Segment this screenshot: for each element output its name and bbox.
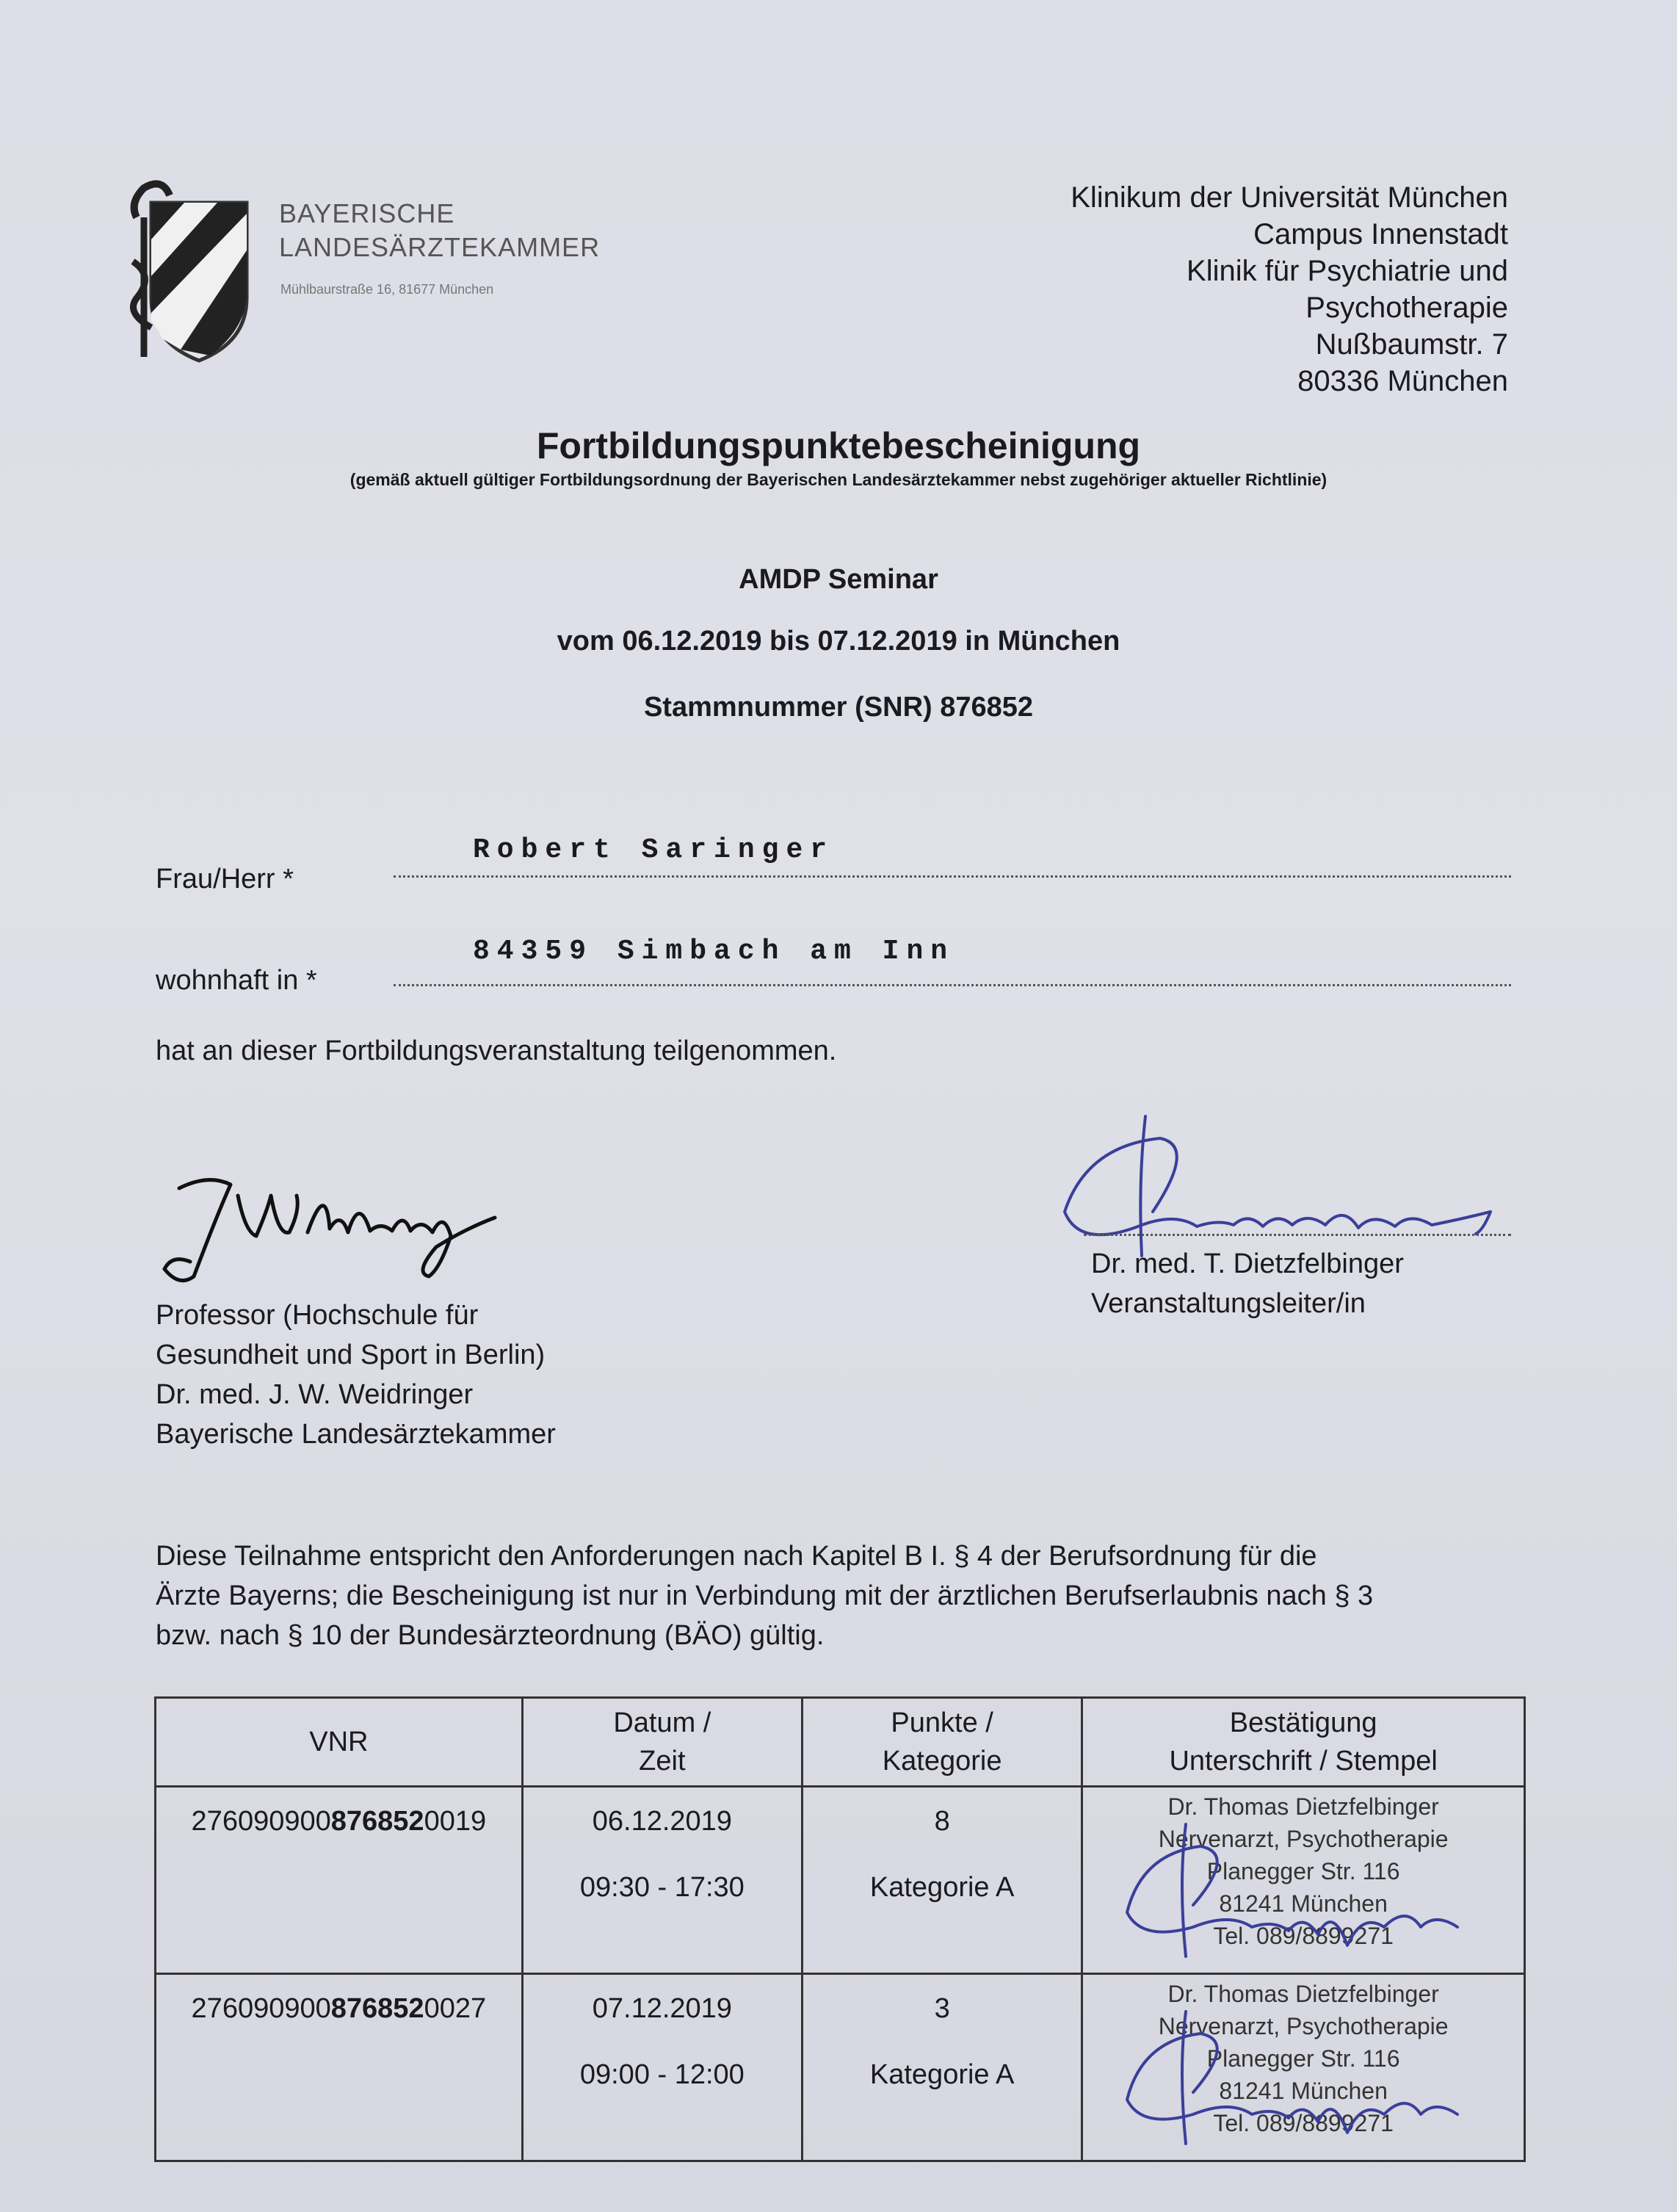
stamp-line: Nervenarzt, Psychotherapie — [1158, 2013, 1449, 2039]
stamp-signature-icon — [1112, 1817, 1494, 1964]
points-table — [154, 1696, 1526, 2162]
header-points-line: Punkte / — [891, 1707, 993, 1738]
legal-text-line: bzw. nach § 10 der Bundesärzteordnung (BÄO) gültig. — [156, 1620, 825, 1651]
points-value: 8 — [934, 1806, 950, 1837]
legal-text-line: Ärzte Bayerns; die Bescheinigung ist nur in Verbindung mit der ärztlichen Berufserlaubnis nach § 3 — [156, 1580, 1374, 1611]
logo-name-line2: LANDESÄRZTEKAMMER — [279, 232, 601, 262]
header-confirmation-line: Bestätigung — [1229, 1707, 1377, 1738]
vnr-number — [156, 1975, 521, 2028]
sender-address — [1071, 179, 1508, 400]
stamp-line: Dr. Thomas Dietzfelbinger — [1167, 1793, 1439, 1820]
points-cell — [803, 1974, 1082, 2161]
stamp-line: Tel. 089/8899271 — [1213, 2110, 1394, 2136]
vnr-cell — [156, 1974, 523, 2161]
points-value: 3 — [934, 1993, 950, 2024]
stamp-signature-icon — [1112, 2004, 1494, 2151]
logo-name-line1: BAYERISCHE — [279, 198, 455, 228]
header-vnr — [156, 1698, 523, 1787]
confirmation-cell — [1082, 1787, 1525, 1974]
sender-line: Psychotherapie — [1305, 292, 1508, 324]
signatory-left-line: Professor (Hochschule für — [156, 1300, 479, 1331]
legal-text-line: Diese Teilnahme entspricht den Anforderungen nach Kapitel B I. § 4 der Berufsordnung für die — [156, 1541, 1317, 1572]
sender-line: 80336 München — [1297, 365, 1508, 397]
stamp-line: Planegger Str. 116 — [1206, 2045, 1400, 2072]
document-subtitle: (gemäß aktuell gültiger Fortbildungsordnung der Bayerischen Landesärztekammer nebst zugehöriger aktueller Richtlinie) — [349, 470, 1328, 489]
signatory-left-line: Gesundheit und Sport in Berlin) — [156, 1340, 546, 1370]
stamp-line: Tel. 089/8899271 — [1213, 1923, 1394, 1949]
signatory-right — [1091, 1244, 1404, 1323]
logo-address: Mühlbaurstraße 16, 81677 München — [280, 282, 494, 297]
participant-name: Robert Saringer — [473, 834, 835, 866]
stamp-line: Dr. Thomas Dietzfelbinger — [1167, 1981, 1439, 2007]
category-value: Kategorie A — [869, 2059, 1015, 2090]
date-cell — [522, 1787, 802, 1974]
header-vnr-label: VNR — [309, 1727, 369, 1757]
event-dates: vom 06.12.2019 bis 07.12.2019 in München — [557, 626, 1120, 657]
vnr-suffix: 0027 — [424, 1993, 487, 2024]
sender-line: Nußbaumstr. 7 — [1315, 328, 1508, 361]
participant-residence: 84359 Simbach am Inn — [473, 936, 955, 967]
table-row — [156, 1787, 1525, 1974]
stamp-line: Planegger Str. 116 — [1206, 1858, 1400, 1884]
category-value: Kategorie A — [869, 1872, 1015, 1903]
vnr-snr-part: 876852 — [330, 1806, 424, 1837]
vnr-number — [156, 1788, 521, 1840]
signatory-left-line: Bayerische Landesärztekammer — [156, 1419, 556, 1450]
attendance-text: hat an dieser Fortbildungsveranstaltung teilgenommen. — [156, 1035, 837, 1066]
stamp-line: 81241 München — [1219, 1890, 1388, 1917]
table-header-row — [156, 1698, 1525, 1787]
document-title: Fortbildungspunktebescheinigung — [536, 425, 1141, 466]
weidringer-signature-icon — [150, 1166, 532, 1291]
header-date — [522, 1698, 802, 1787]
time-value: 09:30 - 17:30 — [579, 1872, 745, 1903]
signatory-right-line: Veranstaltungsleiter/in — [1091, 1288, 1366, 1319]
header-points — [803, 1698, 1082, 1787]
header-confirmation-line: Unterschrift / Stempel — [1169, 1746, 1438, 1777]
sender-line: Klinikum der Universität München — [1071, 181, 1508, 214]
header-date-line: Zeit — [639, 1746, 686, 1777]
stamp-line: Nervenarzt, Psychotherapie — [1158, 1826, 1449, 1852]
logo-name — [279, 197, 600, 264]
stamp-line: 81241 München — [1219, 2078, 1388, 2104]
residence-dotted-line — [394, 984, 1511, 986]
name-dotted-line — [394, 875, 1511, 878]
right-signature-dotted-line — [1084, 1234, 1511, 1236]
points-cell — [803, 1787, 1082, 1974]
signatory-left-line: Dr. med. J. W. Weidringer — [156, 1379, 474, 1410]
date-value: 07.12.2019 — [592, 1993, 732, 2024]
time-value: 09:00 - 12:00 — [579, 2059, 745, 2090]
chamber-logo-icon — [129, 173, 269, 364]
participant-residence-label: wohnhaft in * — [156, 965, 317, 996]
legal-text — [156, 1536, 1373, 1655]
participant-name-label: Frau/Herr * — [156, 864, 294, 894]
event-name: AMDP Seminar — [739, 564, 938, 595]
vnr-snr-part: 876852 — [330, 1993, 424, 2024]
header-points-line: Kategorie — [882, 1746, 1002, 1777]
signatory-left — [156, 1295, 556, 1454]
vnr-suffix: 0019 — [424, 1806, 487, 1837]
header-confirmation — [1082, 1698, 1525, 1787]
event-snr: Stammnummer (SNR) 876852 — [643, 692, 1034, 723]
signatory-right-line: Dr. med. T. Dietzfelbinger — [1091, 1248, 1404, 1279]
date-cell — [522, 1974, 802, 2161]
sender-line: Campus Innenstadt — [1253, 218, 1508, 250]
vnr-cell — [156, 1787, 523, 1974]
date-value: 06.12.2019 — [592, 1806, 732, 1837]
vnr-prefix: 276090900 — [191, 1806, 331, 1837]
vnr-prefix: 276090900 — [191, 1993, 331, 2024]
confirmation-cell — [1082, 1974, 1525, 2161]
header-date-line: Datum / — [613, 1707, 711, 1738]
sender-line: Klinik für Psychiatrie und — [1187, 255, 1508, 287]
table-row — [156, 1974, 1525, 2161]
